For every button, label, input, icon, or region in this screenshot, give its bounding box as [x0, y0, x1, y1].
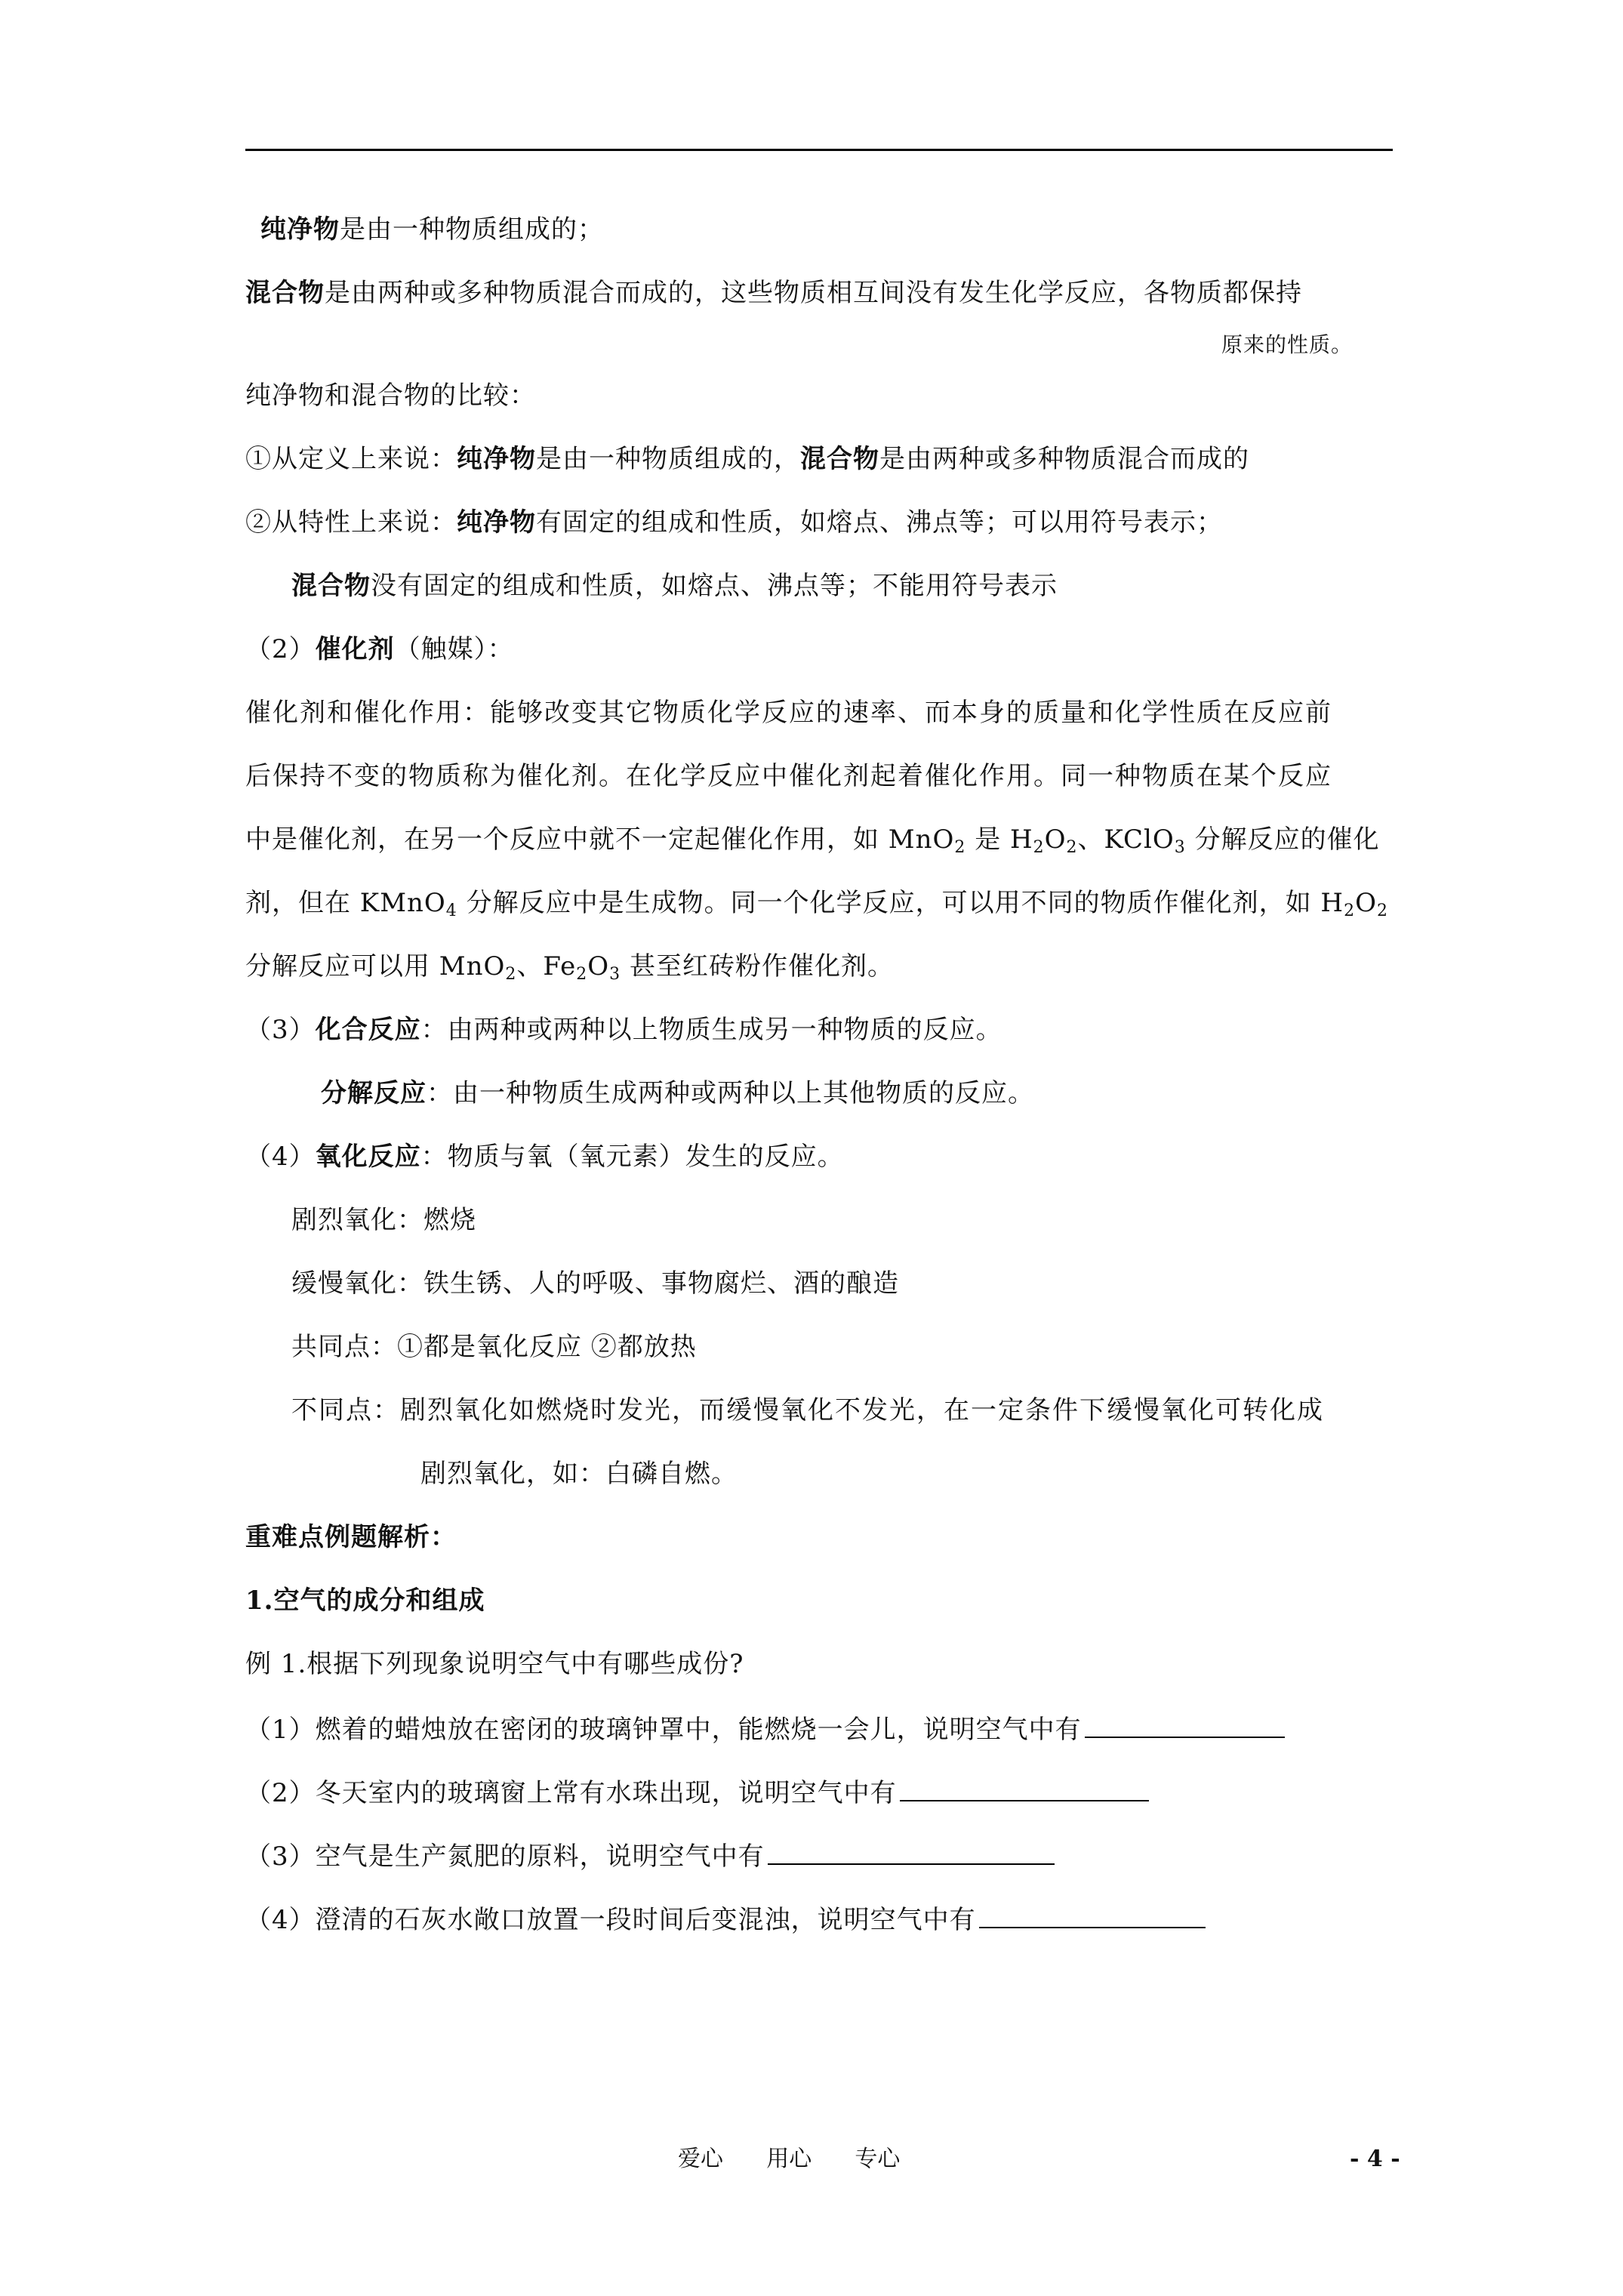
line-text: （触媒）： [394, 634, 514, 664]
term-mixture: 混合物 [800, 444, 879, 474]
text-line [245, 760, 1332, 793]
page-number: - 4 - [1350, 2146, 1400, 2172]
term-decomposition-reaction: 分解反应 [321, 1078, 427, 1108]
text-line [245, 1013, 1002, 1046]
text-line [291, 1330, 697, 1364]
line-text: 是由两种或多种物质混合而成的 [879, 444, 1249, 474]
question-item [245, 1901, 1206, 1937]
line-text: （2） [245, 634, 316, 664]
term-combination-reaction: 化合反应 [315, 1015, 421, 1045]
line-text: O [1355, 888, 1377, 918]
line-text: ：由一种物质生成两种或两种以上其他物质的反应。 [427, 1078, 1034, 1108]
line-text: 分解反应可以用 MnO [245, 951, 506, 982]
term-pure-substance: 纯净物 [260, 214, 340, 245]
footer-motto: 爱心 用心 专心 [678, 2146, 901, 2172]
line-text: 催化剂和催化作用：能够改变其它物质化学反应的速率、而本身的质量和化学性质在反应前 [245, 698, 1332, 728]
text-line [245, 442, 1249, 476]
line-text: O [587, 951, 610, 982]
answer-blank[interactable] [1085, 1711, 1285, 1738]
line-text: ①从定义上来说： [245, 444, 457, 474]
line-text: 分解反应中是生成物。同一个化学反应，可以用不同的物质作催化剂，如 H [457, 888, 1344, 918]
answer-blank[interactable] [768, 1838, 1055, 1865]
line-text: 中是催化剂，在另一个反应中就不一定起催化作用，如 MnO [245, 824, 955, 855]
line-text: 缓慢氧化：铁生锈、人的呼吸、事物腐烂、酒的酿造 [291, 1268, 899, 1299]
line-text: （3） [245, 1015, 316, 1045]
line-text: 剂，但在 KMnO [245, 888, 446, 918]
line-text: （4） [245, 1142, 316, 1172]
line-text: 没有固定的组成和性质，如熔点、沸点等；不能用符号表示 [371, 571, 1058, 601]
text-line [260, 213, 604, 246]
subscript: 3 [609, 965, 621, 984]
line-text: ②从特性上来说： [245, 507, 457, 538]
line-text: 、Fe [516, 951, 577, 982]
subsection-heading [245, 1584, 485, 1617]
term-mixture: 混合物 [291, 571, 371, 601]
line-text: 原来的性质。 [1221, 332, 1354, 357]
text-line [245, 1140, 844, 1173]
line-text: 例 1.根据下列现象说明空气中有哪些成份? [245, 1649, 744, 1679]
question-item [245, 1838, 1055, 1873]
text-line [245, 633, 514, 666]
text-line [291, 1394, 1324, 1427]
line-text: 、KClO [1077, 824, 1175, 855]
line-text: 共同点：①都是氧化反应 ②都放热 [291, 1332, 697, 1362]
subscript: 2 [505, 965, 517, 984]
term-pure-substance: 纯净物 [457, 444, 536, 474]
header-rule [245, 149, 1393, 151]
text-line [245, 886, 1388, 920]
line-text: ：由两种或两种以上物质生成另一种物质的反应。 [420, 1015, 1002, 1045]
line-text: 分解反应的催化 [1185, 824, 1380, 855]
term-mixture: 混合物 [245, 278, 325, 308]
heading-text: 1.空气的成分和组成 [245, 1586, 485, 1616]
text-line [291, 569, 1058, 603]
question-item [245, 1711, 1285, 1746]
line-text: 剧烈氧化，如：白磷自燃。 [420, 1459, 738, 1489]
line-text: 甚至红砖粉作催化剂。 [621, 951, 894, 982]
subscript: 2 [954, 838, 966, 857]
term-oxidation-reaction: 氧化反应 [315, 1142, 421, 1172]
line-text: O [1044, 824, 1067, 855]
subscript: 2 [1066, 838, 1078, 857]
heading-text: 重难点例题解析： [245, 1522, 457, 1552]
text-line [420, 1457, 738, 1490]
text-line [245, 823, 1380, 856]
answer-blank[interactable] [900, 1774, 1149, 1801]
line-text: 是 H [965, 824, 1033, 855]
line-text: 有固定的组成和性质，如熔点、沸点等；可以用符号表示； [536, 507, 1223, 538]
line-text: 后保持不变的物质称为催化剂。在化学反应中催化剂起着催化作用。同一种物质在某个反应 [245, 761, 1332, 791]
line-text: （2）冬天室内的玻璃窗上常有水珠出现，说明空气中有 [245, 1778, 897, 1808]
subscript: 2 [1033, 838, 1045, 857]
text-line [245, 379, 536, 412]
subscript: 4 [445, 901, 457, 920]
line-text: ：物质与氧（氧元素）发生的反应。 [420, 1142, 844, 1172]
text-line [1221, 328, 1353, 362]
text-line [321, 1077, 1034, 1110]
text-line [245, 696, 1332, 729]
text-line [245, 950, 894, 983]
line-text: 纯净物和混合物的比较： [245, 381, 536, 411]
section-heading [245, 1521, 457, 1554]
subscript: 3 [1174, 838, 1186, 857]
question-item [245, 1774, 1149, 1810]
answer-blank[interactable] [979, 1901, 1206, 1928]
subscript: 2 [1344, 901, 1356, 920]
example-question [245, 1647, 744, 1681]
subscript: 2 [576, 965, 588, 984]
line-text: （1）燃着的蜡烛放在密闭的玻璃钟罩中，能燃烧一会儿，说明空气中有 [245, 1715, 1082, 1745]
text-line [245, 276, 1302, 310]
line-text: 是由一种物质组成的， [536, 444, 800, 474]
term-catalyst: 催化剂 [315, 634, 395, 664]
text-line [291, 1267, 899, 1300]
line-text: （3）空气是生产氮肥的原料，说明空气中有 [245, 1841, 765, 1872]
line-text: 是由一种物质组成的； [340, 214, 604, 245]
line-text: 是由两种或多种物质混合而成的，这些物质相互间没有发生化学反应，各物质都保持 [325, 278, 1302, 308]
text-line [245, 506, 1223, 539]
line-text: 剧烈氧化：燃烧 [291, 1205, 476, 1235]
line-text: 不同点：剧烈氧化如燃烧时发光，而缓慢氧化不发光，在一定条件下缓慢氧化可转化成 [291, 1395, 1324, 1425]
line-text: （4）澄清的石灰水敞口放置一段时间后变混浊，说明空气中有 [245, 1905, 976, 1935]
term-pure-substance: 纯净物 [457, 507, 536, 538]
text-line [291, 1203, 476, 1237]
subscript: 2 [1376, 901, 1388, 920]
